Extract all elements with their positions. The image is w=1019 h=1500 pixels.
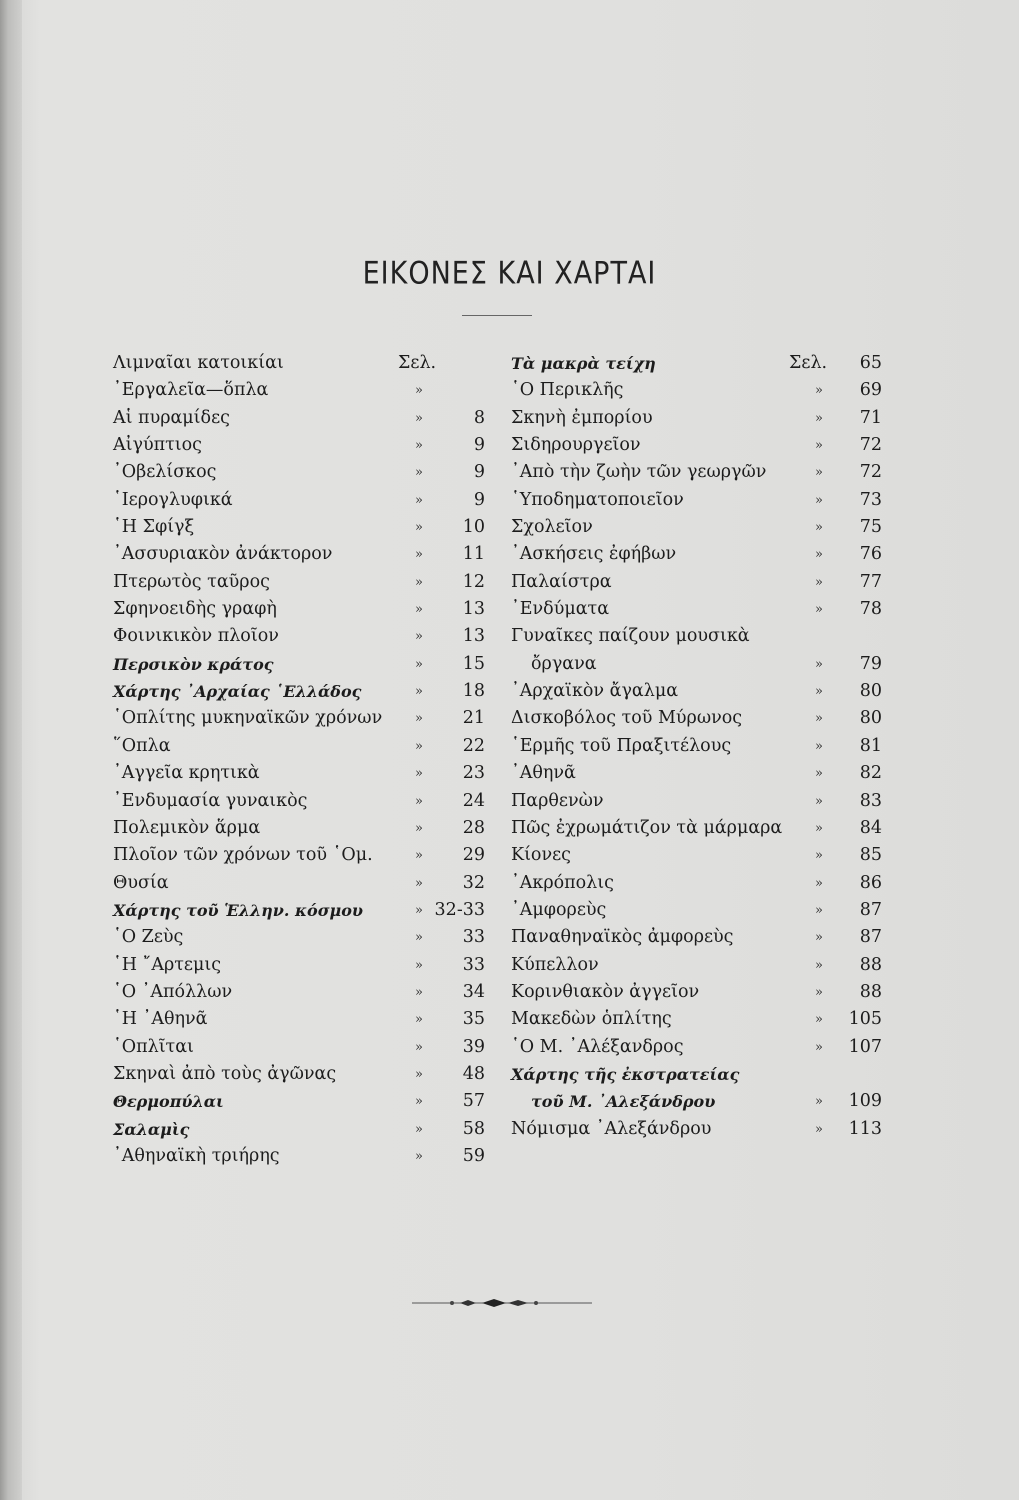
toc-entry (511, 897, 891, 924)
entry-page-number: 58 (462, 1118, 485, 1139)
ditto-mark: » (815, 602, 823, 618)
toc-entry (511, 952, 891, 979)
toc-entry (511, 1034, 891, 1061)
title-rule (462, 315, 532, 316)
entry-page-number: 80 (859, 708, 882, 729)
entry-page-number: 9 (473, 462, 485, 483)
toc-entry (113, 924, 493, 951)
entry-title: Σιδηρουργεῖον (511, 435, 641, 456)
toc-entry (511, 541, 891, 568)
entry-title: τοῦ Μ. ᾿Αλεξάνδρου (531, 1092, 716, 1112)
ditto-mark: » (815, 711, 823, 727)
entry-title: ᾿Οβελίσκος (113, 462, 217, 483)
entry-title: Θυσία (113, 872, 169, 893)
entry-title: ᾿Αρχαϊκὸν ἄγαλμα (511, 681, 679, 702)
page-column-label: Σελ. (789, 353, 828, 373)
entry-title: Περσικὸν κράτος (113, 654, 274, 674)
entry-title: Χάρτης τοῦ Ἑλλην. κόσμου (113, 900, 363, 920)
ditto-mark: » (815, 957, 823, 973)
entry-page-number: 32 (462, 872, 485, 893)
entry-page-number: 80 (859, 681, 882, 702)
entry-title: Αἱ πυραμίδες (113, 407, 230, 428)
toc-entry (511, 705, 891, 732)
entry-title: Κορινθιακὸν ἀγγεῖον (511, 981, 700, 1002)
entry-page-number: 28 (462, 817, 485, 838)
entry-page-number: 75 (859, 517, 882, 538)
entry-page-number: 35 (462, 1009, 485, 1030)
entry-page-number: 33 (462, 927, 485, 948)
toc-entry (113, 1061, 493, 1088)
toc-entry (511, 350, 891, 377)
entry-page-number: 59 (462, 1145, 485, 1166)
entry-page-number: 18 (462, 681, 485, 702)
ditto-mark: » (815, 684, 823, 700)
entry-title: Λιμναῖαι κατοικίαι (113, 353, 284, 373)
toc-entry (113, 952, 493, 979)
entry-title: ᾿Ακρόπολις (511, 872, 614, 893)
toc-entry (113, 596, 493, 623)
ditto-mark: » (815, 1012, 823, 1028)
entry-page-number: 15 (462, 653, 485, 674)
ditto-mark: » (415, 766, 423, 782)
entry-page-number: 12 (462, 571, 485, 592)
ditto-mark: » (415, 684, 423, 700)
entry-title: Μακεδὼν ὁπλίτης (511, 1009, 672, 1030)
entry-page-number: 79 (859, 653, 882, 674)
entry-title: ῾Οπλῖται (113, 1036, 194, 1057)
toc-entry (511, 678, 891, 705)
ditto-mark: » (415, 410, 423, 426)
entry-page-number: 73 (859, 489, 882, 510)
toc-entry (511, 924, 891, 951)
toc-entry (511, 733, 891, 760)
entry-page-number: 9 (473, 489, 485, 510)
binding-edge (0, 0, 22, 1500)
entry-page-number: 69 (859, 380, 882, 401)
entry-page-number: 109 (848, 1091, 882, 1112)
entry-page-number: 88 (859, 954, 882, 975)
toc-entry (113, 1116, 493, 1143)
ditto-mark: » (815, 820, 823, 836)
page-column-label: Σελ. (398, 353, 437, 373)
entry-page-number: 105 (848, 1009, 882, 1030)
entry-title: Δισκοβόλος τοῦ Μύρωνος (511, 708, 743, 729)
entry-title: ῾Ο Ζεὺς (113, 927, 184, 948)
entry-page-number: 113 (848, 1118, 882, 1139)
entry-title: ῾Η ᾿Αθηνᾶ (113, 1009, 208, 1030)
ditto-mark: » (415, 793, 423, 809)
entry-title: Κίονες (511, 845, 571, 866)
entry-title: ῾Η Σφίγξ (113, 517, 195, 538)
toc-entry (113, 1006, 493, 1033)
toc-entry (113, 1034, 493, 1061)
toc-entry (511, 432, 891, 459)
entry-page-number: 22 (462, 735, 485, 756)
entry-title: ᾿Εργαλεῖα—ὅπλα (113, 380, 269, 401)
toc-entry (113, 897, 493, 924)
ditto-mark: » (415, 711, 423, 727)
entry-title: ῾Υποδηματοποιεῖον (511, 489, 684, 510)
entry-page-number: 8 (473, 407, 485, 428)
ditto-mark: » (415, 875, 423, 891)
entry-title: Παρθενὼν (511, 790, 604, 811)
entry-title: Σφηνοειδὴς γραφὴ (113, 599, 277, 620)
entry-page-number: 72 (859, 462, 882, 483)
entry-page-number: 13 (462, 626, 485, 647)
entry-title: Σαλαμὶς (113, 1119, 190, 1139)
entry-page-number: 76 (859, 544, 882, 565)
toc-entry (511, 760, 891, 787)
entry-title: ᾿Ασκήσεις ἐφήβων (511, 544, 677, 565)
ditto-mark: » (415, 1066, 423, 1082)
toc-entry (511, 788, 891, 815)
entry-page-number: 32-33 (434, 899, 485, 920)
entry-page-number: 11 (462, 544, 485, 565)
toc-entry (511, 623, 891, 650)
entry-page-number: 82 (859, 763, 882, 784)
entry-page-number: 81 (859, 735, 882, 756)
entry-page-number: 83 (859, 790, 882, 811)
ditto-mark: » (815, 465, 823, 481)
toc-entry (113, 979, 493, 1006)
entry-title: ᾿Ενδυμασία γυναικὸς (113, 790, 308, 811)
toc-entry (113, 432, 493, 459)
ditto-mark: » (415, 656, 423, 672)
toc-entry (113, 569, 493, 596)
toc-entry (511, 1006, 891, 1033)
toc-entry (113, 842, 493, 869)
ditto-mark: » (415, 438, 423, 454)
toc-entry (511, 815, 891, 842)
entry-title: Σκηνὴ ἐμπορίου (511, 407, 653, 428)
ditto-mark: » (415, 383, 423, 399)
toc-entry (113, 705, 493, 732)
ditto-mark: » (815, 438, 823, 454)
toc-entry (113, 1088, 493, 1115)
entry-title: Σχολεῖον (511, 517, 593, 538)
ditto-mark: » (415, 957, 423, 973)
entry-title: Πῶς ἐχρωμάτιζον τὰ μάρμαρα (511, 817, 783, 838)
entry-title: Χάρτης ᾿Αρχαίας ῾Ελλάδος (113, 682, 362, 702)
entry-title: ῾Ο Μ. ᾿Αλέξανδρος (511, 1036, 684, 1057)
toc-entry (113, 623, 493, 650)
toc-entry (511, 377, 891, 404)
ditto-mark: » (415, 1012, 423, 1028)
toc-entry (113, 733, 493, 760)
entry-page-number: 10 (462, 517, 485, 538)
ditto-mark: » (815, 766, 823, 782)
ditto-mark: » (415, 984, 423, 1000)
toc-entry (113, 377, 493, 404)
entry-title: Σκηναὶ ἀπὸ τοὺς ἀγῶνας (113, 1063, 337, 1084)
ditto-mark: » (415, 1039, 423, 1055)
entry-title: Παναθηναϊκὸς ἀμφορεὺς (511, 927, 734, 948)
entry-page-number: 29 (462, 845, 485, 866)
toc-entry (511, 514, 891, 541)
ditto-mark: » (815, 848, 823, 864)
entry-title: ῾Ιερογλυφικά (113, 489, 233, 510)
ditto-mark: » (415, 820, 423, 836)
entry-page-number: 48 (462, 1063, 485, 1084)
entry-page-number: 87 (859, 899, 882, 920)
entry-page-number: 57 (462, 1091, 485, 1112)
toc-entry (511, 1116, 891, 1143)
left-column (113, 350, 493, 1170)
entry-title: Γυναῖκες παίζουν μουσικὰ (511, 626, 750, 647)
ditto-mark: » (415, 1121, 423, 1137)
entry-title: ῾Ο Περικλῆς (511, 380, 624, 401)
ditto-mark: » (415, 930, 423, 946)
entry-page-number: 88 (859, 981, 882, 1002)
ditto-mark: » (815, 410, 823, 426)
toc-entry (511, 651, 891, 678)
entry-title: ὄργανα (531, 653, 597, 674)
toc-entry (511, 1088, 891, 1115)
entry-title: Αἰγύπτιος (113, 435, 202, 456)
entry-title: ῾Ερμῆς τοῦ Πραξιτέλους (511, 735, 732, 756)
toc-entry (113, 405, 493, 432)
toc-entry (113, 487, 493, 514)
entry-page-number: 87 (859, 927, 882, 948)
entry-page-number: 86 (859, 872, 882, 893)
toc-entry (511, 596, 891, 623)
entry-title: ᾿Αγγεῖα κρητικὰ (113, 763, 260, 784)
ditto-mark: » (815, 520, 823, 536)
ditto-mark: » (815, 902, 823, 918)
ditto-mark: » (815, 1094, 823, 1110)
entry-page-number: 84 (859, 817, 882, 838)
toc-entry (511, 459, 891, 486)
toc-entry (113, 1143, 493, 1170)
toc-entry (113, 514, 493, 541)
entry-title: ᾿Απὸ τὴν ζωὴν τῶν γεωργῶν (511, 462, 767, 483)
entry-title: Πλοῖον τῶν χρόνων τοῦ ῾Ομ. (113, 845, 373, 866)
entry-page-number: 78 (859, 599, 882, 620)
entry-title: ᾿Αθηνᾶ (511, 763, 576, 784)
entry-title: Φοινικικὸν πλοῖον (113, 626, 279, 647)
toc-entry (113, 788, 493, 815)
ditto-mark: » (415, 520, 423, 536)
ditto-mark: » (815, 875, 823, 891)
entry-title: Πολεμικὸν ἅρμα (113, 817, 261, 838)
toc-entry (113, 678, 493, 705)
entry-page-number: 107 (848, 1036, 882, 1057)
ditto-mark: » (815, 738, 823, 754)
entry-page-number: 33 (462, 954, 485, 975)
entry-title: Κύπελλον (511, 954, 599, 975)
entry-title: ᾿Αθηναϊκὴ τριήρης (113, 1145, 280, 1166)
toc-entry (511, 405, 891, 432)
ditto-mark: » (415, 574, 423, 590)
entry-title: ῞Οπλα (113, 735, 171, 756)
ditto-mark: » (415, 629, 423, 645)
entry-page-number: 21 (462, 708, 485, 729)
ditto-mark: » (415, 492, 423, 508)
toc-entry (113, 459, 493, 486)
ditto-mark: » (415, 848, 423, 864)
ditto-mark: » (815, 492, 823, 508)
entry-title: Χάρτης τῆς ἐκστρατείας (511, 1064, 740, 1084)
toc-entry (511, 487, 891, 514)
entry-title: ᾿Ενδύματα (511, 599, 610, 620)
ditto-mark: » (815, 793, 823, 809)
entry-title: ῾Οπλίτης μυκηναϊκῶν χρόνων (113, 708, 383, 729)
entry-page-number: 24 (462, 790, 485, 811)
toc-entry (113, 541, 493, 568)
entry-page-number: 39 (462, 1036, 485, 1057)
ditto-mark: » (415, 465, 423, 481)
ditto-mark: » (815, 1039, 823, 1055)
page-title: ΕΙΚΟΝΕΣ ΚΑΙ ΧΑΡΤΑΙ (362, 255, 657, 292)
ditto-mark: » (415, 602, 423, 618)
toc-entry (511, 569, 891, 596)
toc-entry (511, 870, 891, 897)
toc-entry (113, 350, 493, 377)
toc-entry (113, 870, 493, 897)
entry-title: ῾Η ῎Αρτεμις (113, 954, 222, 975)
ditto-mark: » (815, 383, 823, 399)
entry-title: Θερμοπύλαι (113, 1092, 224, 1112)
entry-title: Τὰ μακρὰ τείχη (511, 354, 656, 373)
entry-page-number: 72 (859, 435, 882, 456)
toc-entry (113, 651, 493, 678)
toc-entry (113, 815, 493, 842)
entry-title: ᾿Ασσυριακὸν ἀνάκτορον (113, 544, 333, 565)
ditto-mark: » (415, 1148, 423, 1164)
ditto-mark: » (815, 574, 823, 590)
entry-title: ᾿Αμφορεὺς (511, 899, 607, 920)
entry-title: Παλαίστρα (511, 571, 612, 592)
ditto-mark: » (415, 1094, 423, 1110)
entry-page-number: 85 (859, 845, 882, 866)
ditto-mark: » (815, 656, 823, 672)
toc-entry (511, 842, 891, 869)
ditto-mark: » (415, 738, 423, 754)
ditto-mark: » (815, 547, 823, 563)
entry-title: Πτερωτὸς ταῦρος (113, 571, 270, 592)
ornament-divider (412, 1296, 592, 1310)
toc-entry (511, 979, 891, 1006)
entry-page-number: 65 (859, 353, 882, 373)
right-column (511, 350, 891, 1143)
ditto-mark: » (415, 547, 423, 563)
entry-page-number: 13 (462, 599, 485, 620)
ditto-mark: » (415, 902, 423, 918)
ditto-mark: » (815, 984, 823, 1000)
entry-page-number: 34 (462, 981, 485, 1002)
entry-page-number: 77 (859, 571, 882, 592)
entry-page-number: 23 (462, 763, 485, 784)
ditto-mark: » (815, 930, 823, 946)
entry-page-number: 71 (859, 407, 882, 428)
entry-title: ῾Ο ᾿Απόλλων (113, 981, 233, 1002)
ditto-mark: » (815, 1121, 823, 1137)
entry-page-number: 9 (473, 435, 485, 456)
toc-entry (511, 1061, 891, 1088)
entry-title: Νόμισμα ᾿Αλεξάνδρου (511, 1118, 712, 1139)
toc-entry (113, 760, 493, 787)
